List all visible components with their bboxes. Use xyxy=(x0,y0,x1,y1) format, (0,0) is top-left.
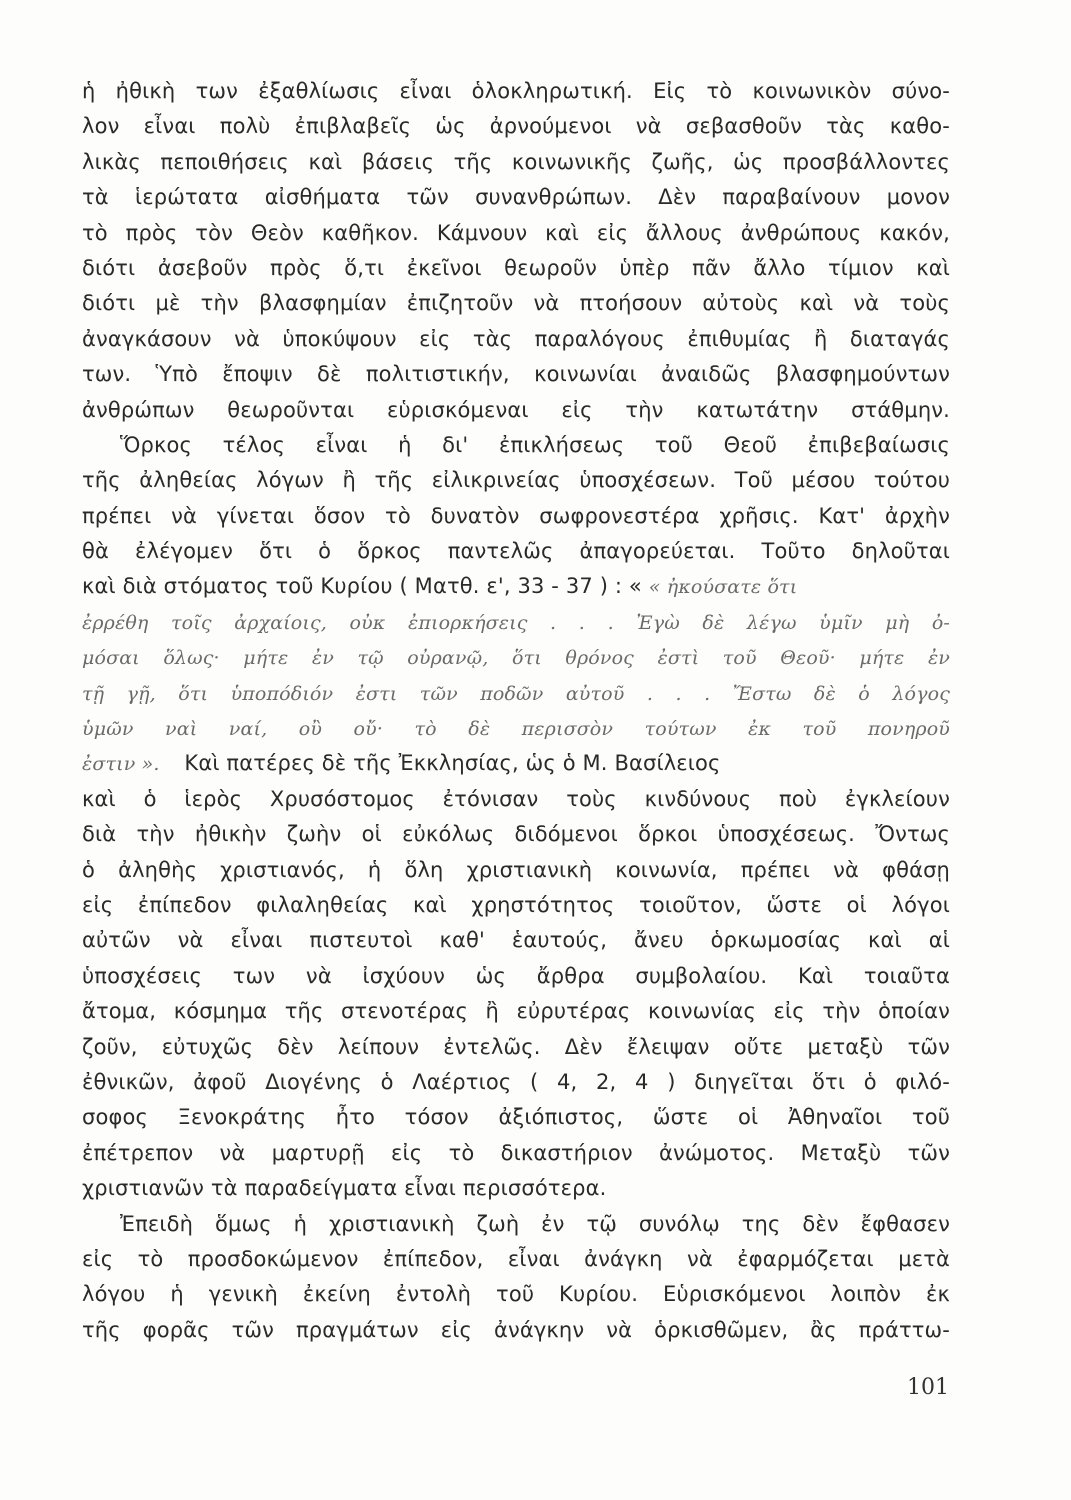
citation-text: καὶ διὰ στόματος τοῦ Κυρίου ( Ματθ. ε', 33 - 37 ) : « xyxy=(82,574,642,599)
quote-line xyxy=(82,676,950,711)
text-line: ὑποσχέσεις των νὰ ἰσχύουν ὡς ἄρθρα συμβολαίου. Καὶ τοιαῦτα xyxy=(82,963,950,988)
body-text xyxy=(82,74,950,1348)
text-line: διὰ τὴν ἠθικὴν ζωὴν οἱ εὐκόλως διδόμενοι ὅρκοι ὑποσχέσεως. Ὄντως xyxy=(82,822,950,847)
text-line: ἐθνικῶν, ἀφοῦ Διογένης ὁ Λαέρτιος ( 4, 2, 4 ) διηγεῖται ὅτι ὁ φιλό- xyxy=(82,1069,950,1094)
text-line: πρέπει νὰ γίνεται ὅσον τὸ δυνατὸν σωφρονεστέρα χρῆσις. Κατ' ἀρχὴν xyxy=(82,503,950,528)
text-line: τὰ ἱερώτατα αἰσθήματα τῶν συνανθρώπων. Δὲν παραβαίνουν μονον xyxy=(82,185,950,210)
text-line: ζοῦν, εὐτυχῶς δὲν λείπουν ἐντελῶς. Δὲν ἔλειψαν οὔτε μεταξὺ τῶν xyxy=(82,1034,950,1059)
text-line: τῆς φορᾶς τῶν πραγμάτων εἰς ἀνάγκην νὰ ὁρκισθῶμεν, ἂς πράττω- xyxy=(82,1317,950,1342)
text-line: ἡ ἠθικὴ των ἐξαθλίωσις εἶναι ὁλοκληρωτική. Εἰς τὸ κοινωνικὸν σύνο- xyxy=(82,79,950,103)
text-line: αὐτῶν νὰ εἶναι πιστευτοὶ καθ' ἑαυτούς, ἄνευ ὁρκωμοσίας καὶ αἱ xyxy=(82,928,950,953)
text-line: Ὅρκος τέλος εἶναι ἡ δι' ἐπικλήσεως τοῦ Θεοῦ ἐπιβεβαίωσις xyxy=(120,432,950,457)
quote-text: ἐρρέθη τοῖς ἀρχαίοις, οὐκ ἐπιορκήσεις . . . Ἐγὼ δὲ λέγω ὑμῖν μὴ ὀ- xyxy=(82,611,950,634)
text-line: λον εἶναι πολὺ ἐπιβλαβεῖς ὡς ἀρνούμενοι νὰ σεβασθοῦν τὰς καθο- xyxy=(82,114,950,139)
text-line: χριστιανῶν τὰ παραδείγματα εἶναι περισσότερα. xyxy=(82,1176,607,1201)
text-line: ἄτομα, κόσμημα τῆς στενοτέρας ἢ εὐρυτέρας κοινωνίας εἰς τὴν ὁποίαν xyxy=(82,999,950,1024)
text-line: εἰς τὸ προσδοκώμενον ἐπίπεδον, εἶναι ἀνάγκη νὰ ἐφαρμόζεται μετὰ xyxy=(82,1246,950,1271)
text-line: των. Ὑπὸ ἔποψιν δὲ πολιτιστικήν, κοινωνίαι ἀναιδῶς βλασφημούντων xyxy=(82,362,950,387)
text-line: Ἐπειδὴ ὅμως ἡ χριστιανικὴ ζωὴ ἐν τῷ συνόλῳ της δὲν ἔφθασεν xyxy=(120,1211,950,1236)
text-line: τὸ πρὸς τὸν Θεὸν καθῆκον. Κάμνουν καὶ εἰς ἄλλους ἀνθρώπους κακόν, xyxy=(82,220,950,245)
text-line: ἀνθρώπων θεωροῦνται εὑρισκόμεναι εἰς τὴν κατωτάτην στάθμην. xyxy=(82,397,950,422)
text-line: λόγου ἡ γενικὴ ἐκείνη ἐντολὴ τοῦ Κυρίου. Εὑρισκόμενοι λοιπὸν ἐκ xyxy=(82,1282,950,1307)
text-line: ἐπέτρεπον νὰ μαρτυρῇ εἰς τὸ δικαστήριον ἀνώμοτος. Μεταξὺ τῶν xyxy=(82,1140,950,1165)
text-line: τῆς ἀληθείας λόγων ἢ τῆς εἰλικρινείας ὑποσχέσεων. Τοῦ μέσου τούτου xyxy=(82,468,950,493)
quote-line xyxy=(82,605,950,640)
page-number: 101 xyxy=(907,1375,949,1400)
quote-text: ὑμῶν ναὶ ναί, οὒ οὔ· τὸ δὲ περισσὸν τούτων ἐκ τοῦ πονηροῦ xyxy=(82,718,950,741)
text-line: ὁ ἀληθὴς χριστιανός, ἡ ὅλη χριστιανικὴ κοινωνία, πρέπει νὰ φθάσῃ xyxy=(82,857,950,882)
text-line: διότι μὲ τὴν βλασφημίαν ἐπιζητοῦν νὰ πτοήσουν αὐτοὺς καὶ νὰ τοὺς xyxy=(82,291,950,316)
text-line xyxy=(82,746,950,781)
quote-line xyxy=(82,711,950,746)
quote-text: ἐστιν ». xyxy=(82,753,160,776)
text-line: σοφος Ξενοκράτης ἦτο τόσον ἀξιόπιστος, ὥστε οἱ Ἀθηναῖοι τοῦ xyxy=(82,1105,950,1130)
quote-line xyxy=(82,640,950,675)
text-line: καὶ ὁ ἱερὸς Χρυσόστομος ἐτόνισαν τοὺς κινδύνους ποὺ ἐγκλείουν xyxy=(82,786,950,811)
text-line: διότι ἀσεβοῦν πρὸς ὅ,τι ἐκεῖνοι θεωροῦν ὑπὲρ πᾶν ἄλλο τίμιον καὶ xyxy=(82,255,950,280)
text-line: ἀναγκάσουν νὰ ὑποκύψουν εἰς τὰς παραλόγους ἐπιθυμίας ἢ διαταγάς xyxy=(82,326,950,351)
text-line: θὰ ἐλέγομεν ὅτι ὁ ὅρκος παντελῶς ἀπαγορεύεται. Τοῦτο δηλοῦται xyxy=(82,539,950,564)
text-line xyxy=(82,569,950,604)
text-line: λικὰς πεποιθήσεις καὶ βάσεις τῆς κοινωνικῆς ζωῆς, ὡς προσβάλλοντες xyxy=(82,149,950,174)
quote-text: τῇ γῇ, ὅτι ὑποπόδιόν ἐστι τῶν ποδῶν αὐτοῦ . . . Ἔστω δὲ ὁ λόγος xyxy=(82,682,950,705)
quote-text: μόσαι ὅλως· μήτε ἐν τῷ οὐρανῷ, ὅτι θρόνος ἐστὶ τοῦ Θεοῦ· μήτε ἐν xyxy=(82,647,950,670)
text-line: εἰς ἐπίπεδον φιλαληθείας καὶ χρηστότητος τοιοῦτον, ὥστε οἱ λόγοι xyxy=(82,892,950,917)
text-span: Καὶ πατέρες δὲ τῆς Ἐκκλησίας, ὡς ὁ Μ. Βασίλειος xyxy=(184,751,721,776)
quote-text: « ἠκούσατε ὅτι xyxy=(648,576,798,599)
